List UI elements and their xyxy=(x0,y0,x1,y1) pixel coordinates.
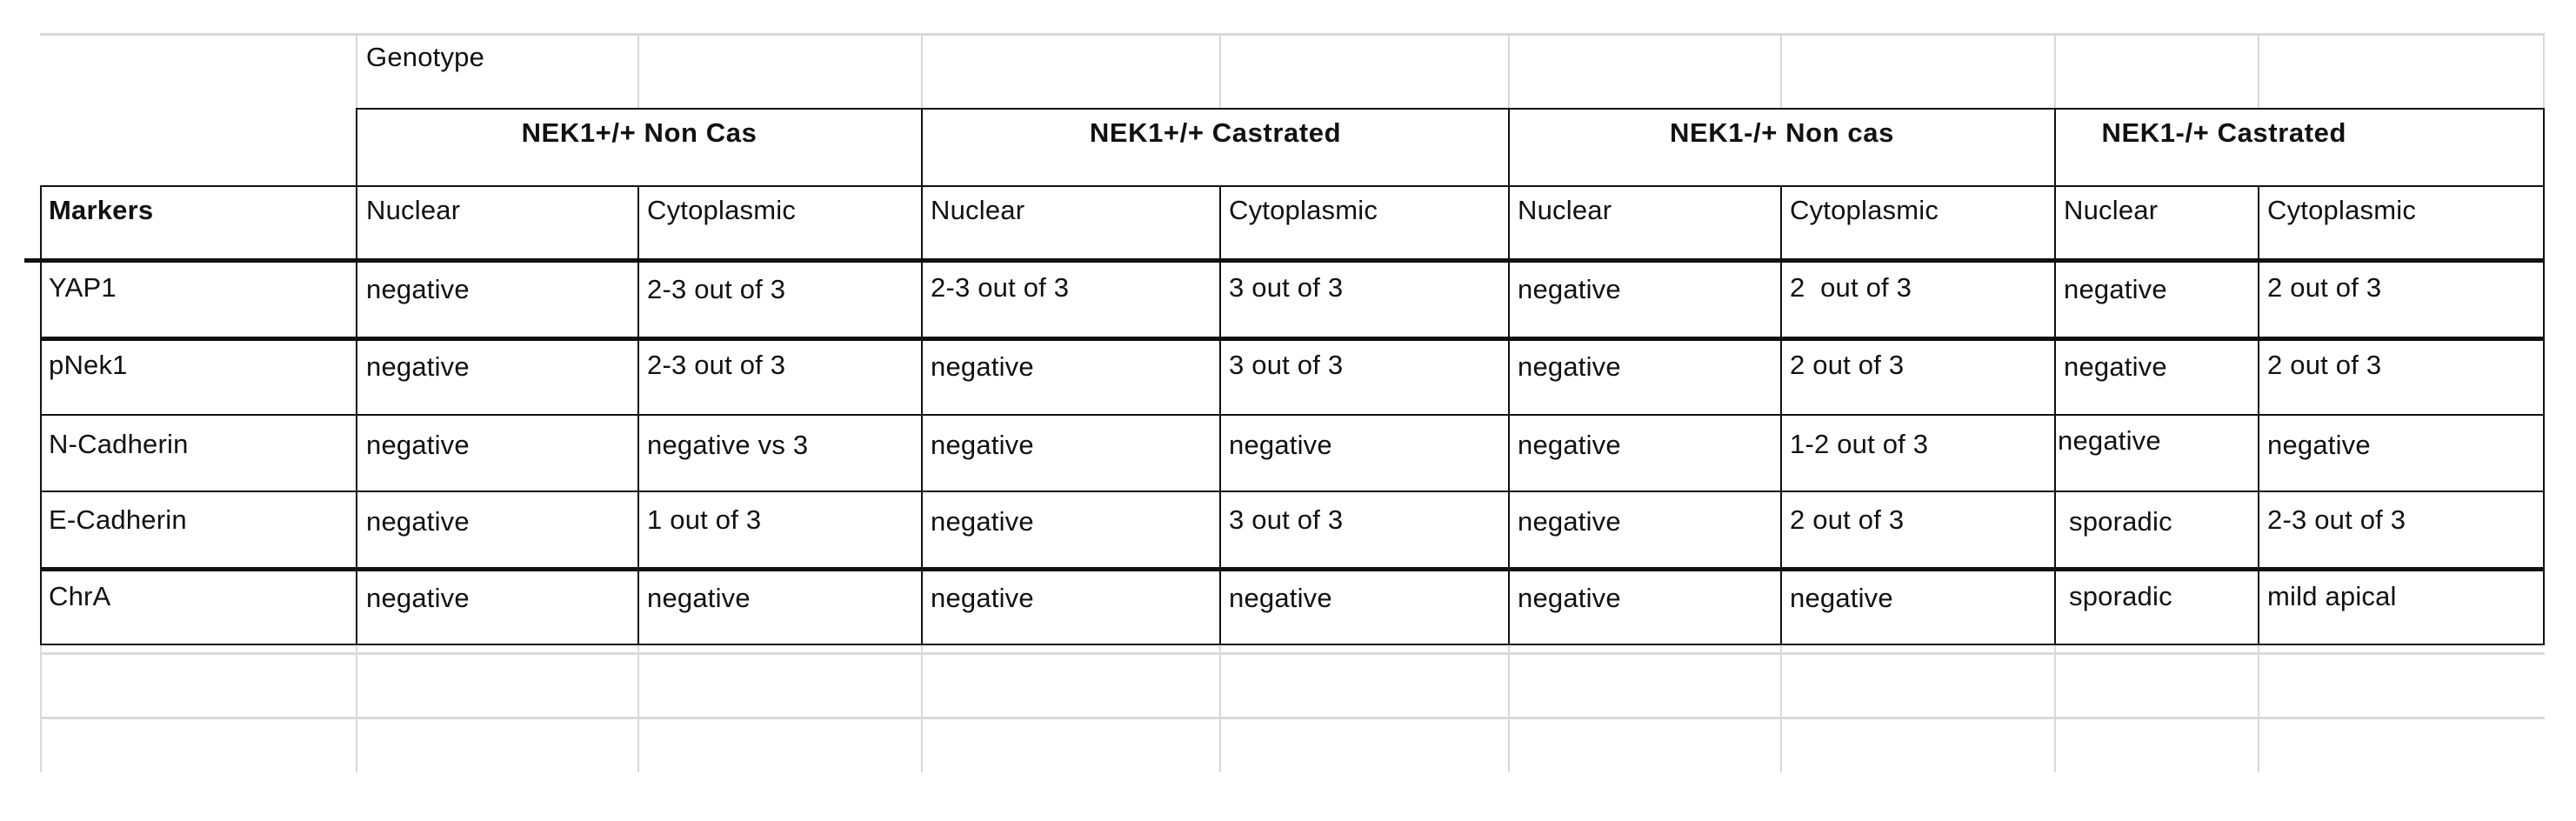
table-cell: 1 out of 3 xyxy=(647,504,762,535)
subheader-cytoplasmic: Cytoplasmic xyxy=(1790,195,1939,225)
marker-name: YAP1 xyxy=(49,272,117,303)
table-border xyxy=(40,185,2545,187)
table-cell: negative xyxy=(1518,274,1621,304)
gridline xyxy=(637,33,639,108)
table-cell: negative xyxy=(931,430,1034,460)
table-cell: sporadic xyxy=(2069,581,2172,611)
gridline xyxy=(356,644,357,772)
gridline xyxy=(40,33,2545,36)
table-border xyxy=(2543,108,2545,645)
table-cell: 2 out of 3 xyxy=(1790,504,1905,535)
subheader-nuclear: Nuclear xyxy=(931,195,1025,225)
gridline xyxy=(40,644,42,772)
gridline xyxy=(1780,33,1782,108)
table-cell: 3 out of 3 xyxy=(1229,272,1344,303)
table-cell: negative xyxy=(1518,430,1621,460)
genotype-label: Genotype xyxy=(366,42,485,72)
gridline xyxy=(2054,644,2056,772)
table-border xyxy=(356,108,2545,110)
table-cell: mild apical xyxy=(2267,581,2397,611)
table-cell: 2 out of 3 xyxy=(1790,350,1905,380)
table-border-thick xyxy=(40,337,2545,341)
table-border-thick xyxy=(40,567,2545,571)
table-border xyxy=(40,644,2545,645)
gridline xyxy=(1219,33,1221,108)
table-cell: negative xyxy=(1518,506,1621,537)
table-border xyxy=(921,108,923,645)
gridline xyxy=(921,644,923,772)
gridline xyxy=(2258,644,2259,772)
gridline xyxy=(1780,644,1782,772)
table-border xyxy=(40,185,42,645)
gridline xyxy=(40,652,2545,655)
table-cell: negative xyxy=(1229,430,1332,460)
table-cell: negative xyxy=(647,583,751,613)
table-cell: negative xyxy=(366,351,470,382)
table-cell: 2-3 out of 3 xyxy=(2267,504,2406,535)
table-cell: 3 out of 3 xyxy=(1229,350,1344,380)
gridline xyxy=(921,33,923,108)
table-cell: negative xyxy=(1790,583,1893,613)
markers-header: Markers xyxy=(49,195,154,225)
table-cell: negative xyxy=(1518,583,1621,613)
table-cell: negative xyxy=(931,506,1034,537)
table-cell: negative xyxy=(366,583,470,613)
group-header-nek1-wt-noncas: NEK1+/+ Non Cas xyxy=(521,117,757,148)
gridline xyxy=(2054,33,2056,108)
marker-name: ChrA xyxy=(49,581,111,611)
table-cell: negative xyxy=(931,583,1034,613)
table-border xyxy=(1508,108,1510,645)
table-border xyxy=(2054,108,2056,645)
table-cell: negative xyxy=(2064,274,2167,304)
spreadsheet-table xyxy=(40,33,2545,772)
table-cell: 2-3 out of 3 xyxy=(647,274,786,304)
table-cell: negative vs 3 xyxy=(647,430,809,460)
table-cell: 2 out of 3 xyxy=(2267,350,2382,380)
gridline xyxy=(2258,33,2259,108)
table-cell: 2 out of 3 xyxy=(2267,272,2382,303)
gridline xyxy=(2543,33,2545,108)
table-cell: 2-3 out of 3 xyxy=(647,350,786,380)
subheader-cytoplasmic: Cytoplasmic xyxy=(647,195,797,225)
group-header-nek1-wt-castrated: NEK1+/+ Castrated xyxy=(1089,117,1342,148)
subheader-cytoplasmic: Cytoplasmic xyxy=(2267,195,2417,225)
group-header-nek1-ko-castrated: NEK1-/+ Castrated xyxy=(2101,117,2346,148)
table-cell: 2-3 out of 3 xyxy=(931,272,1070,303)
marker-name: N-Cadherin xyxy=(49,429,189,459)
marker-name: E-Cadherin xyxy=(49,504,187,535)
table-cell: 3 out of 3 xyxy=(1229,504,1344,535)
gridline xyxy=(1219,644,1221,772)
table-border-thick xyxy=(24,258,2545,263)
gridline xyxy=(1508,33,1510,108)
table-cell: 1-2 out of 3 xyxy=(1790,429,1929,459)
table-border xyxy=(637,185,639,645)
table-cell: negative xyxy=(2058,425,2161,456)
table-border xyxy=(40,491,2545,492)
group-header-nek1-ko-noncas: NEK1-/+ Non cas xyxy=(1670,117,1894,148)
gridline xyxy=(356,33,357,108)
subheader-nuclear: Nuclear xyxy=(2064,195,2159,225)
table-cell: negative xyxy=(931,351,1034,382)
table-border xyxy=(2258,185,2259,645)
table-cell: negative xyxy=(2267,430,2371,460)
table-border xyxy=(1219,185,1221,645)
table-border xyxy=(40,414,2545,416)
marker-name: pNek1 xyxy=(49,350,128,380)
gridline xyxy=(637,644,639,772)
table-cell: negative xyxy=(1229,583,1332,613)
table-cell: sporadic xyxy=(2069,506,2172,537)
subheader-nuclear: Nuclear xyxy=(1518,195,1612,225)
table-border xyxy=(356,108,357,645)
table-cell: negative xyxy=(366,274,470,304)
table-cell: negative xyxy=(2064,351,2167,382)
table-border xyxy=(1780,185,1782,645)
table-cell: negative xyxy=(366,506,470,537)
gridline xyxy=(1508,644,1510,772)
gridline xyxy=(40,717,2545,719)
subheader-cytoplasmic: Cytoplasmic xyxy=(1229,195,1378,225)
table-cell: negative xyxy=(1518,351,1621,382)
table-cell: negative xyxy=(366,430,470,460)
table-cell: 2 out of 3 xyxy=(1790,272,1912,303)
subheader-nuclear: Nuclear xyxy=(366,195,461,225)
